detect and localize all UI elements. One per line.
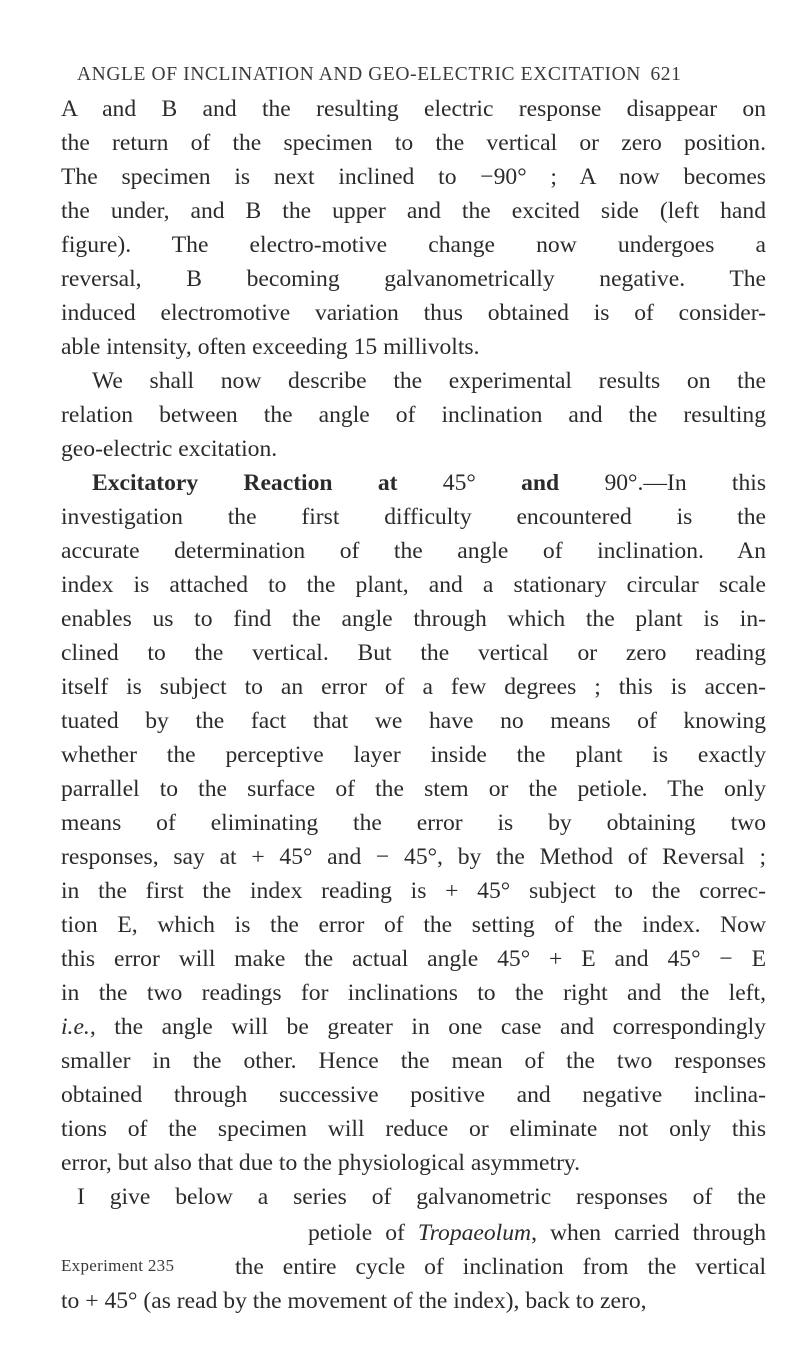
text-line: investigation the first difficulty encountered is the xyxy=(61,504,766,530)
text-line: the under, and B the upper and the excited side (left hand xyxy=(61,198,766,224)
page-number: 621 xyxy=(650,64,682,85)
text-line: We shall now describe the experimental results on the xyxy=(92,368,766,394)
text-line: itself is subject to an error of a few degrees ; this is accen- xyxy=(61,674,766,700)
text-line: figure). The electro-motive change now undergoes a xyxy=(61,232,766,258)
text-line: A and B and the resulting electric response disappear on xyxy=(61,96,766,122)
angle-45: 45° xyxy=(442,470,476,496)
text-line: relation between the angle of inclination and the resulting xyxy=(61,402,766,428)
text-line: smaller in the other. Hence the mean of the two responses xyxy=(61,1048,766,1074)
text-line: whether the perceptive layer inside the plant is exactly xyxy=(61,742,766,768)
petiole-prefix: petiole of xyxy=(308,1220,405,1246)
heading-and: and xyxy=(521,470,560,496)
running-header xyxy=(77,64,757,86)
text-line: tions of the specimen will reduce or eliminate not only this xyxy=(61,1116,766,1142)
text-line: reversal, B becoming galvanometrically negative. The xyxy=(61,266,766,292)
species-name: Tropaeolum xyxy=(417,1220,532,1246)
text-line: obtained through successive positive and negative inclina- xyxy=(61,1082,766,1108)
petiole-suffix: , when carried through xyxy=(531,1220,766,1246)
section-heading-title: Excitatory Reaction at xyxy=(92,470,398,496)
text-line: the angle will be greater in one case and correspondingly xyxy=(114,1014,766,1040)
running-title: ANGLE OF INCLINATION AND GEO-ELECTRIC EXCITATION xyxy=(77,64,641,85)
text-line: parrallel to the surface of the stem or the petiole. The only xyxy=(61,776,766,802)
text-line: in the first the index reading is + 45° subject to the correc- xyxy=(61,878,766,904)
heading-rest: .—In this xyxy=(637,470,767,496)
text-line: tion E, which is the error of the setting of the index. Now xyxy=(61,912,766,938)
angle-90: 90° xyxy=(604,470,638,496)
margin-note-experiment: Experiment 235 xyxy=(61,1256,175,1275)
text-line: The specimen is next inclined to −90° ; A now becomes xyxy=(61,164,766,190)
text-line: the return of the specimen to the vertical or zero position. xyxy=(61,130,766,156)
text-line-ie xyxy=(61,1013,766,1041)
text-line: enables us to find the angle through which the plant is in- xyxy=(61,606,766,632)
text-line-petiole xyxy=(308,1219,766,1247)
text-line: means of eliminating the error is by obtaining two xyxy=(61,810,766,836)
section-heading-line xyxy=(92,469,766,497)
ie-abbrev: i.e., xyxy=(61,1014,96,1040)
text-line: geo-electric excitation. xyxy=(61,436,278,462)
text-line: clined to the vertical. But the vertical or zero reading xyxy=(61,640,766,666)
text-line: tuated by the fact that we have no means of knowing xyxy=(61,708,766,734)
text-line: this error will make the actual angle 45° + E and 45° − E xyxy=(61,946,766,972)
text-line: to + 45° (as read by the movement of the index), back to zero, xyxy=(61,1288,647,1314)
text-line: error, but also that due to the physiological asymmetry. xyxy=(61,1150,581,1176)
text-line: index is attached to the plant, and a stationary circular scale xyxy=(61,572,766,598)
text-line: I give below a series of galvanometric responses of the xyxy=(77,1184,766,1210)
text-line: induced electromotive variation thus obtained is of consider- xyxy=(61,300,766,326)
text-line: the entire cycle of inclination from the vertical xyxy=(235,1254,766,1280)
text-line: accurate determination of the angle of inclination. An xyxy=(61,538,766,564)
text-line: responses, say at + 45° and − 45°, by the Method of Reversal ; xyxy=(61,844,766,870)
text-line: in the two readings for inclinations to the right and the left, xyxy=(61,980,766,1006)
text-line: able intensity, often exceeding 15 millivolts. xyxy=(61,334,480,360)
